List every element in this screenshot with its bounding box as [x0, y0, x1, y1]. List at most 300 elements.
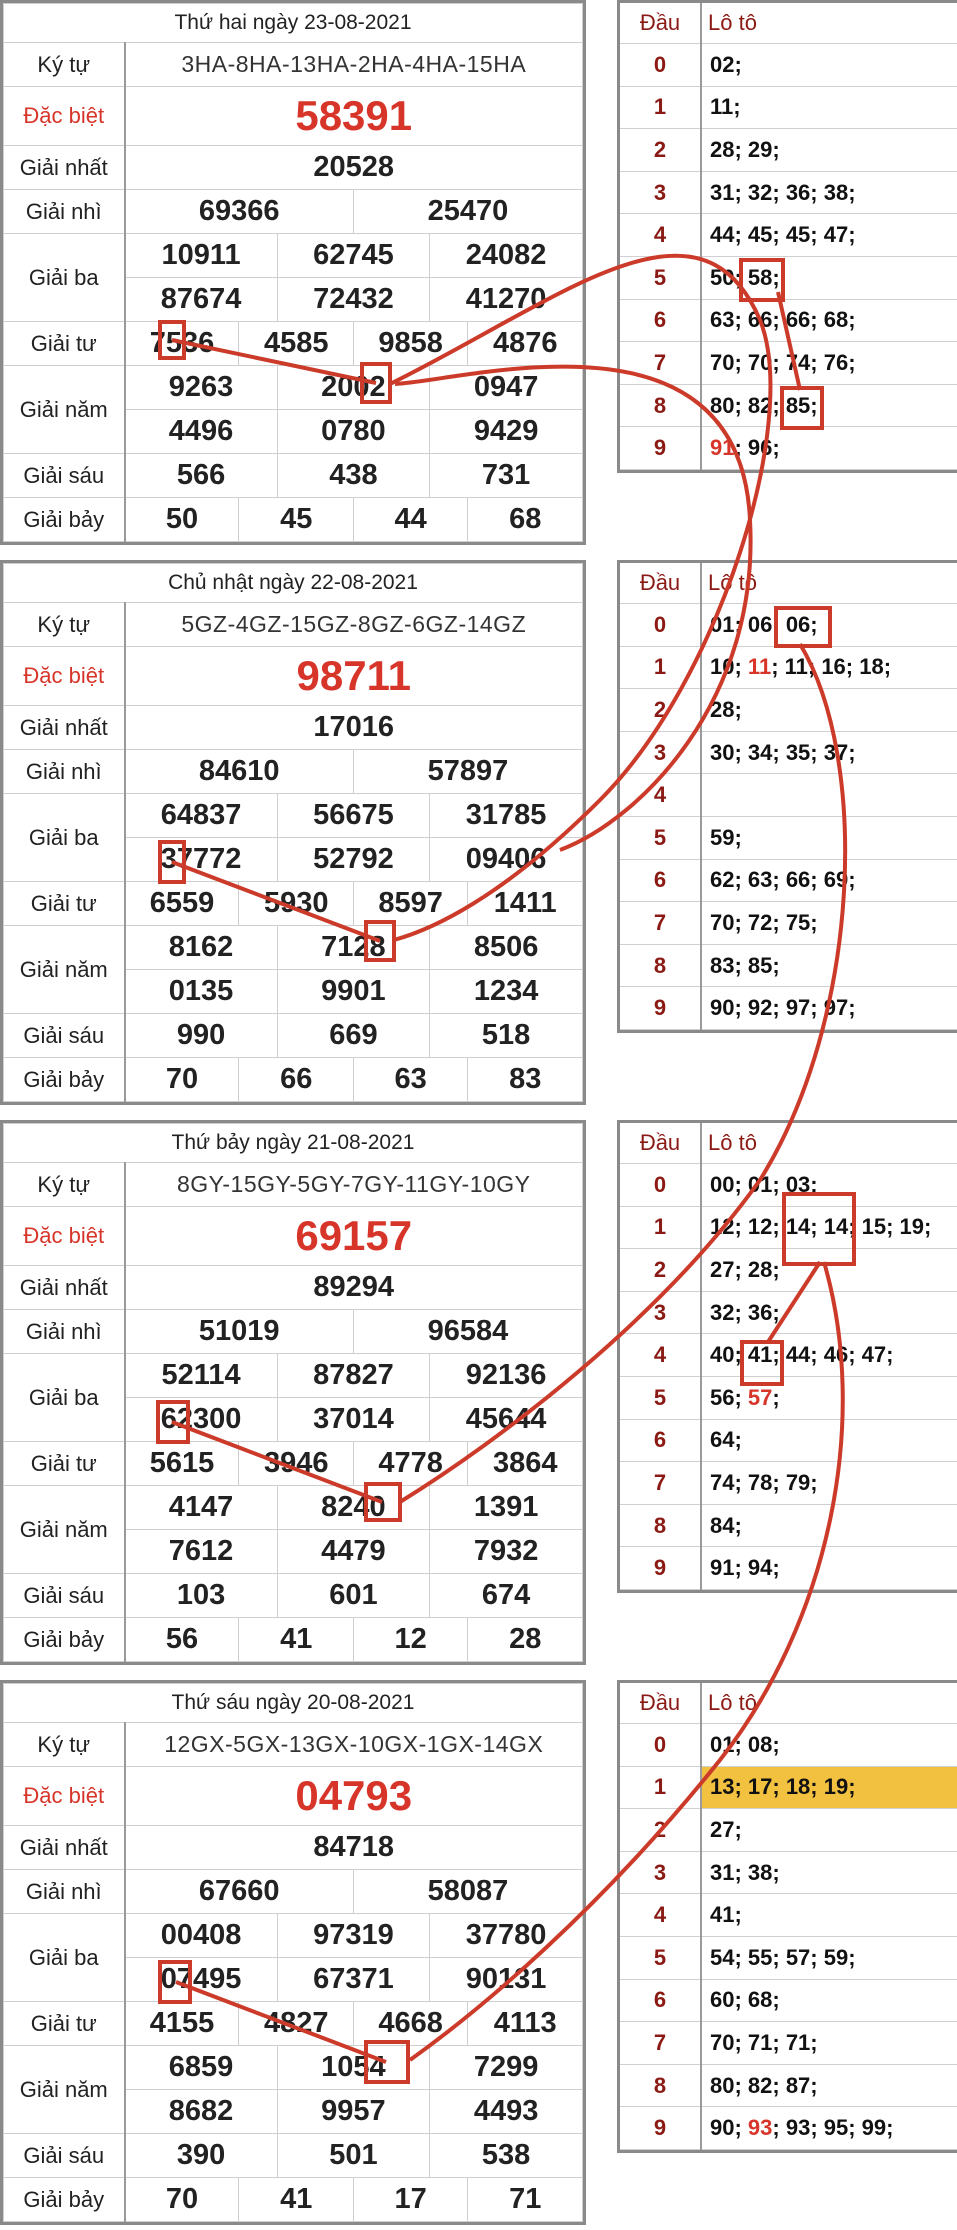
fifth-prize: 8240 — [277, 1486, 430, 1530]
seventh-prize: 28 — [468, 1618, 583, 1662]
loto-head-digit: 4 — [620, 214, 701, 257]
loto-row — [620, 944, 957, 987]
loto-row — [620, 2022, 957, 2065]
row-label: Giải sáu — [4, 1014, 125, 1058]
third-prize: 37014 — [277, 1398, 430, 1442]
draw-title: Thứ hai ngày 23-08-2021 — [4, 4, 583, 43]
loto-header-dau: Đầu — [620, 1123, 701, 1164]
draw-block — [0, 1680, 957, 2220]
loto-number-text: 28; — [710, 696, 742, 722]
fourth-prize: 9858 — [353, 322, 467, 366]
loto-values — [701, 1894, 957, 1937]
loto-values — [701, 2064, 957, 2107]
third-prize: 62300 — [125, 1398, 278, 1442]
seventh-prize: 71 — [468, 2178, 583, 2222]
loto-row — [620, 1504, 957, 1547]
loto-row — [620, 2107, 957, 2150]
loto-special-number: 11 — [747, 654, 772, 680]
loto-values — [701, 646, 957, 689]
fifth-prize: 0780 — [277, 410, 430, 454]
sixth-prize: 601 — [277, 1574, 430, 1618]
results-table — [0, 1120, 586, 1665]
loto-values — [701, 1547, 957, 1590]
loto-row — [620, 1894, 957, 1937]
fourth-prize: 1411 — [468, 882, 583, 926]
loto-number-text: 30; 34; 35; 37; — [710, 739, 856, 765]
loto-head-digit: 7 — [620, 902, 701, 945]
loto-number-text: 84; — [710, 1512, 742, 1538]
loto-number-text: 27; — [710, 1816, 742, 1842]
loto-values — [701, 1724, 957, 1767]
loto-values — [701, 86, 957, 129]
loto-number-text: 50; 58; — [710, 264, 780, 290]
row-label: Đặc biệt — [4, 87, 125, 146]
loto-number-text: 60; 68; — [710, 1987, 780, 2013]
draw-code: 8GY-15GY-5GY-7GY-11GY-10GY — [125, 1163, 583, 1207]
loto-head-digit: 3 — [620, 731, 701, 774]
loto-row — [620, 1809, 957, 1852]
fifth-prize: 7612 — [125, 1530, 278, 1574]
loto-special-number: 93 — [747, 2115, 773, 2141]
loto-number-text: 01; 06; 06; — [710, 611, 818, 637]
loto-row — [620, 987, 957, 1030]
row-label: Giải bảy — [4, 498, 125, 542]
fifth-prize: 8162 — [125, 926, 278, 970]
loto-number-text: 90; — [710, 2115, 748, 2141]
fourth-prize: 4778 — [353, 1442, 467, 1486]
row-label: Giải năm — [4, 926, 125, 1014]
row-label: Giải tư — [4, 1442, 125, 1486]
row-label: Đặc biệt — [4, 1767, 125, 1826]
loto-values — [701, 689, 957, 732]
loto-head-digit: 5 — [620, 1936, 701, 1979]
special-prize: 04793 — [125, 1767, 583, 1826]
loto-row — [620, 1979, 957, 2022]
sixth-prize: 518 — [430, 1014, 583, 1058]
fourth-prize: 4876 — [468, 322, 583, 366]
loto-head-digit: 6 — [620, 299, 701, 342]
loto-values — [701, 1766, 957, 1809]
draw-title: Thứ sáu ngày 20-08-2021 — [4, 1684, 583, 1723]
fourth-prize: 4113 — [468, 2002, 583, 2046]
loto-row — [620, 1462, 957, 1505]
fourth-prize: 8597 — [353, 882, 467, 926]
seventh-prize: 70 — [125, 1058, 239, 1102]
seventh-prize: 17 — [353, 2178, 467, 2222]
row-label: Giải nhất — [4, 1826, 125, 1870]
loto-row — [620, 384, 957, 427]
special-prize: 69157 — [125, 1207, 583, 1266]
third-prize: 09406 — [430, 838, 583, 882]
loto-number-text: 27; 28; — [710, 1256, 780, 1282]
loto-number-text: 01; 08; — [710, 1731, 780, 1757]
loto-values — [701, 1851, 957, 1894]
sixth-prize: 674 — [430, 1574, 583, 1618]
loto-number-text: 41; — [710, 1902, 742, 1928]
loto-number-text: 63; 66; 66; 68; — [710, 307, 856, 333]
loto-row — [620, 1164, 957, 1207]
row-label: Giải sáu — [4, 2134, 125, 2178]
seventh-prize: 68 — [468, 498, 583, 542]
fifth-prize: 9901 — [277, 970, 430, 1014]
loto-head-digit: 6 — [620, 1979, 701, 2022]
fifth-prize: 9263 — [125, 366, 278, 410]
loto-row — [620, 816, 957, 859]
draw-code: 5GZ-4GZ-15GZ-8GZ-6GZ-14GZ — [125, 603, 583, 647]
loto-number-text: 31; 38; — [710, 1859, 780, 1885]
loto-number-text: 54; 55; 57; 59; — [710, 1944, 856, 1970]
loto-values — [701, 1249, 957, 1292]
loto-values — [701, 731, 957, 774]
row-label: Giải sáu — [4, 454, 125, 498]
loto-head-digit: 5 — [620, 256, 701, 299]
row-label: Ký tự — [4, 1163, 125, 1207]
results-table — [0, 560, 586, 1105]
loto-values — [701, 1462, 957, 1505]
fifth-prize: 2002 — [277, 366, 430, 410]
second-prize: 58087 — [353, 1870, 582, 1914]
loto-special-number: 57 — [747, 1384, 773, 1410]
seventh-prize: 70 — [125, 2178, 239, 2222]
loto-head-digit: 9 — [620, 987, 701, 1030]
row-label: Giải bảy — [4, 2178, 125, 2222]
loto-table — [617, 1120, 957, 1593]
row-label: Giải ba — [4, 234, 125, 322]
draw-block — [0, 1120, 957, 1660]
loto-head-digit: 4 — [620, 1334, 701, 1377]
third-prize: 97319 — [277, 1914, 430, 1958]
loto-head-digit: 3 — [620, 1291, 701, 1334]
loto-values — [701, 256, 957, 299]
first-prize: 89294 — [125, 1266, 583, 1310]
loto-head-digit: 6 — [620, 859, 701, 902]
loto-number-text: 02; — [710, 51, 742, 77]
loto-number-text: ; 96; — [734, 435, 780, 461]
loto-header-dau: Đầu — [620, 563, 701, 604]
loto-header-dau: Đầu — [620, 3, 701, 44]
fifth-prize: 4496 — [125, 410, 278, 454]
loto-head-digit: 2 — [620, 1249, 701, 1292]
loto-row — [620, 1334, 957, 1377]
row-label: Giải nhì — [4, 1870, 125, 1914]
seventh-prize: 41 — [239, 1618, 353, 1662]
row-label: Giải nhất — [4, 146, 125, 190]
loto-row — [620, 859, 957, 902]
loto-values — [701, 44, 957, 87]
loto-head-digit: 3 — [620, 171, 701, 214]
third-prize: 62745 — [277, 234, 430, 278]
fifth-prize: 9957 — [277, 2090, 430, 2134]
loto-number-text: 90; 92; 97; 97; — [710, 995, 856, 1021]
loto-number-text: 11; — [710, 94, 741, 120]
loto-head-digit: 1 — [620, 646, 701, 689]
loto-head-digit: 1 — [620, 1766, 701, 1809]
seventh-prize: 66 — [239, 1058, 353, 1102]
loto-table — [617, 560, 957, 1033]
third-prize: 92136 — [430, 1354, 583, 1398]
loto-number-text: 80; 82; 85; — [710, 392, 818, 418]
loto-head-digit: 5 — [620, 816, 701, 859]
first-prize: 17016 — [125, 706, 583, 750]
fifth-prize: 4147 — [125, 1486, 278, 1530]
loto-number-text: ; 93; 95; 99; — [772, 2115, 894, 2141]
loto-header-values: Lô tô — [701, 3, 957, 44]
loto-row — [620, 1724, 957, 1767]
special-prize: 58391 — [125, 87, 583, 146]
second-prize: 51019 — [125, 1310, 354, 1354]
row-label: Giải sáu — [4, 1574, 125, 1618]
loto-row — [620, 646, 957, 689]
sixth-prize: 731 — [430, 454, 583, 498]
sixth-prize: 438 — [277, 454, 430, 498]
loto-row — [620, 1547, 957, 1590]
fifth-prize: 8506 — [430, 926, 583, 970]
third-prize: 24082 — [430, 234, 583, 278]
loto-values — [701, 944, 957, 987]
row-label: Giải năm — [4, 1486, 125, 1574]
loto-head-digit: 8 — [620, 1504, 701, 1547]
second-prize: 96584 — [353, 1310, 582, 1354]
third-prize: 52792 — [277, 838, 430, 882]
row-label: Giải bảy — [4, 1058, 125, 1102]
row-label: Giải tư — [4, 2002, 125, 2046]
loto-number-text: 62; 63; 66; 69; — [710, 867, 856, 893]
loto-row — [620, 427, 957, 470]
loto-values — [701, 2022, 957, 2065]
third-prize: 45644 — [430, 1398, 583, 1442]
results-table — [0, 0, 586, 545]
loto-row — [620, 731, 957, 774]
loto-values — [701, 1419, 957, 1462]
draw-code: 3HA-8HA-13HA-2HA-4HA-15HA — [125, 43, 583, 87]
seventh-prize: 44 — [353, 498, 467, 542]
loto-number-text: 44; 45; 45; 47; — [710, 222, 856, 248]
loto-head-digit: 1 — [620, 1206, 701, 1249]
loto-row — [620, 902, 957, 945]
third-prize: 87827 — [277, 1354, 430, 1398]
first-prize: 84718 — [125, 1826, 583, 1870]
loto-number-text: 12; 12; 14; 14; 15; 19; — [710, 1214, 932, 1240]
row-label: Ký tự — [4, 603, 125, 647]
loto-number-text: 74; 78; 79; — [710, 1469, 818, 1495]
fifth-prize: 1391 — [430, 1486, 583, 1530]
fifth-prize: 4493 — [430, 2090, 583, 2134]
fifth-prize: 8682 — [125, 2090, 278, 2134]
draw-block — [0, 560, 957, 1100]
loto-header-values: Lô tô — [701, 563, 957, 604]
loto-row — [620, 604, 957, 647]
fifth-prize: 7932 — [430, 1530, 583, 1574]
loto-values — [701, 214, 957, 257]
loto-head-digit: 5 — [620, 1376, 701, 1419]
loto-values — [701, 774, 957, 817]
loto-row — [620, 342, 957, 385]
fourth-prize: 4668 — [353, 2002, 467, 2046]
seventh-prize: 12 — [353, 1618, 467, 1662]
third-prize: 87674 — [125, 278, 278, 322]
loto-row — [620, 171, 957, 214]
loto-head-digit: 0 — [620, 1724, 701, 1767]
fifth-prize: 7128 — [277, 926, 430, 970]
second-prize: 69366 — [125, 190, 354, 234]
loto-head-digit: 0 — [620, 604, 701, 647]
loto-number-text: 00; 01; 03; — [710, 1171, 818, 1197]
loto-values — [701, 384, 957, 427]
loto-values — [701, 1809, 957, 1852]
seventh-prize: 83 — [468, 1058, 583, 1102]
loto-special-number: 91 — [710, 435, 735, 461]
row-label: Giải bảy — [4, 1618, 125, 1662]
loto-number-text: ; — [772, 1384, 780, 1410]
third-prize: 37772 — [125, 838, 278, 882]
row-label: Đặc biệt — [4, 647, 125, 706]
first-prize: 20528 — [125, 146, 583, 190]
loto-row — [620, 1419, 957, 1462]
sixth-prize: 990 — [125, 1014, 278, 1058]
seventh-prize: 41 — [239, 2178, 353, 2222]
fourth-prize: 5930 — [239, 882, 353, 926]
seventh-prize: 56 — [125, 1618, 239, 1662]
third-prize: 90131 — [430, 1958, 583, 2002]
loto-head-digit: 3 — [620, 1851, 701, 1894]
third-prize: 64837 — [125, 794, 278, 838]
loto-row — [620, 214, 957, 257]
loto-row — [620, 689, 957, 732]
loto-number-text: 59; — [710, 824, 742, 850]
third-prize: 37780 — [430, 1914, 583, 1958]
third-prize: 31785 — [430, 794, 583, 838]
second-prize: 67660 — [125, 1870, 354, 1914]
loto-values — [701, 299, 957, 342]
third-prize: 00408 — [125, 1914, 278, 1958]
loto-head-digit: 2 — [620, 689, 701, 732]
third-prize: 41270 — [430, 278, 583, 322]
loto-number-text: 64; — [710, 1427, 742, 1453]
loto-values — [701, 987, 957, 1030]
loto-values — [701, 171, 957, 214]
loto-head-digit: 2 — [620, 1809, 701, 1852]
loto-values — [701, 1936, 957, 1979]
loto-number-text: 13; 17; 18; 19; — [710, 1774, 856, 1800]
seventh-prize: 45 — [239, 498, 353, 542]
third-prize: 56675 — [277, 794, 430, 838]
row-label: Giải tư — [4, 882, 125, 926]
loto-head-digit: 0 — [620, 1164, 701, 1207]
loto-number-text: ; 11; 16; 18; — [771, 654, 892, 680]
loto-head-digit: 8 — [620, 384, 701, 427]
loto-row — [620, 129, 957, 172]
loto-number-text: 70; 71; 71; — [710, 2029, 818, 2055]
loto-values — [701, 1291, 957, 1334]
row-label: Giải nhì — [4, 750, 125, 794]
sixth-prize: 538 — [430, 2134, 583, 2178]
loto-number-text: 80; 82; 87; — [710, 2072, 818, 2098]
loto-values — [701, 1334, 957, 1377]
row-label: Giải nhất — [4, 706, 125, 750]
row-label: Ký tự — [4, 43, 125, 87]
loto-values — [701, 859, 957, 902]
loto-table — [617, 0, 957, 473]
loto-row — [620, 1206, 957, 1249]
loto-head-digit: 9 — [620, 2107, 701, 2150]
loto-row — [620, 1376, 957, 1419]
fifth-prize: 7299 — [430, 2046, 583, 2090]
loto-head-digit: 4 — [620, 1894, 701, 1937]
loto-values — [701, 1979, 957, 2022]
row-label: Giải nhì — [4, 190, 125, 234]
loto-head-digit: 7 — [620, 2022, 701, 2065]
loto-number-text: 91; 94; — [710, 1555, 780, 1581]
loto-number-text: 32; 36; — [710, 1299, 780, 1325]
loto-number-text: 31; 32; 36; 38; — [710, 179, 856, 205]
fourth-prize: 4827 — [239, 2002, 353, 2046]
sixth-prize: 103 — [125, 1574, 278, 1618]
loto-head-digit: 9 — [620, 427, 701, 470]
loto-row — [620, 299, 957, 342]
loto-head-digit: 8 — [620, 2064, 701, 2107]
row-label: Giải ba — [4, 1914, 125, 2002]
fifth-prize: 6859 — [125, 2046, 278, 2090]
draw-block — [0, 0, 957, 540]
third-prize: 72432 — [277, 278, 430, 322]
loto-row — [620, 44, 957, 87]
fourth-prize: 7536 — [125, 322, 239, 366]
seventh-prize: 50 — [125, 498, 239, 542]
third-prize: 10911 — [125, 234, 278, 278]
sixth-prize: 669 — [277, 1014, 430, 1058]
loto-row — [620, 1936, 957, 1979]
third-prize: 52114 — [125, 1354, 278, 1398]
loto-values — [701, 902, 957, 945]
loto-number-text: 56; — [710, 1384, 748, 1410]
row-label: Giải ba — [4, 1354, 125, 1442]
fourth-prize: 4585 — [239, 322, 353, 366]
sixth-prize: 566 — [125, 454, 278, 498]
loto-row — [620, 256, 957, 299]
row-label: Giải năm — [4, 366, 125, 454]
loto-values — [701, 2107, 957, 2150]
fifth-prize: 9429 — [430, 410, 583, 454]
loto-values — [701, 1504, 957, 1547]
loto-values — [701, 342, 957, 385]
row-label: Đặc biệt — [4, 1207, 125, 1266]
second-prize: 25470 — [353, 190, 582, 234]
fourth-prize: 4155 — [125, 2002, 239, 2046]
loto-head-digit: 8 — [620, 944, 701, 987]
fourth-prize: 5615 — [125, 1442, 239, 1486]
fourth-prize: 3946 — [239, 1442, 353, 1486]
draw-title: Chủ nhật ngày 22-08-2021 — [4, 564, 583, 603]
loto-number-text: 83; 85; — [710, 952, 780, 978]
special-prize: 98711 — [125, 647, 583, 706]
row-label: Giải nhì — [4, 1310, 125, 1354]
second-prize: 84610 — [125, 750, 354, 794]
loto-values — [701, 1376, 957, 1419]
loto-head-digit: 2 — [620, 129, 701, 172]
second-prize: 57897 — [353, 750, 582, 794]
fourth-prize: 3864 — [468, 1442, 583, 1486]
results-table — [0, 1680, 586, 2225]
loto-head-digit: 1 — [620, 86, 701, 129]
loto-row — [620, 1766, 957, 1809]
fifth-prize: 0135 — [125, 970, 278, 1014]
loto-head-digit: 4 — [620, 774, 701, 817]
loto-head-digit: 7 — [620, 1462, 701, 1505]
loto-row — [620, 1851, 957, 1894]
loto-values — [701, 816, 957, 859]
loto-head-digit: 9 — [620, 1547, 701, 1590]
loto-number-text: 28; 29; — [710, 136, 780, 162]
